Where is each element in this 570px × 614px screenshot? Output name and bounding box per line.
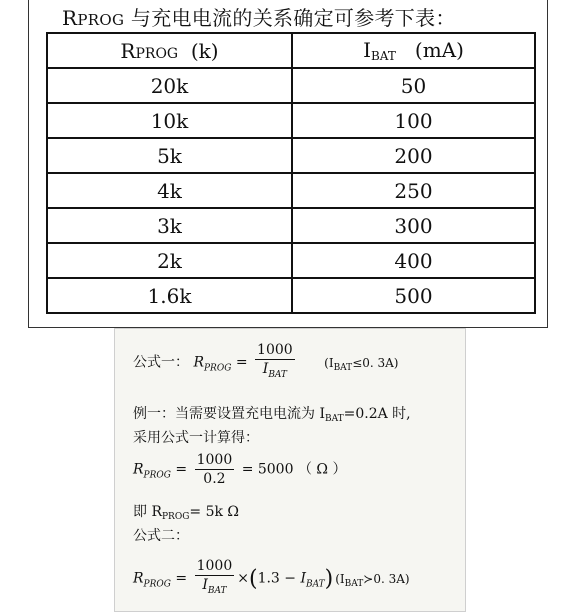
formula-two-condition	[335, 571, 410, 589]
formula-two-lhs-sub: PROG	[143, 579, 171, 590]
cell-ibat: 100	[292, 103, 535, 138]
example-line-1	[133, 403, 411, 424]
formula-one-cond-a: (I	[324, 355, 334, 370]
example-numerator: 1000	[196, 452, 233, 468]
header-ibat	[292, 33, 535, 68]
table-header-row	[47, 33, 535, 68]
formula-one-fraction	[255, 341, 295, 384]
formula-two: $R_{PROG}$ = $\frac{1000}{I_{BAT}}$ $\times(1.3 - I_{BAT})$ ($I_{BAT}≻0$. 3A)	[133, 557, 410, 600]
formula-two-den-i: I	[202, 577, 208, 593]
formula-two-inner-i: I	[300, 570, 306, 587]
cell-ibat: 50	[292, 68, 535, 103]
header-rprog-unit: (k)	[178, 38, 219, 63]
formula-one-cond-b: ≤0. 3A)	[352, 355, 399, 370]
cell-rprog: 5k	[47, 138, 292, 173]
example-conclusion	[133, 501, 239, 522]
formula-one: 公式一： $R_{PROG}$ = $\frac{1000}{I_{BAT}}$ ($I_{BAT}\le 0$. 3A)	[133, 341, 399, 384]
example-conclusion-sub: PROG	[162, 512, 190, 522]
formula-two-lhs: R	[133, 570, 144, 587]
example-lhs-sub: PROG	[143, 470, 171, 481]
table-row	[47, 278, 535, 313]
example-calculation: $R_{PROG}$ = $\frac{1000}{0.2}$ = 5000 （ Ω ）	[133, 452, 347, 487]
example-fraction	[195, 451, 235, 488]
formula-two-inner: 1.3 −	[257, 570, 301, 587]
formula-two-fraction	[195, 557, 235, 600]
formula-two-close-paren: )	[324, 566, 334, 592]
cell-rprog: 2k	[47, 243, 292, 278]
example-denominator: 0.2	[203, 471, 226, 487]
example-conclusion-b: = 5k Ω	[189, 504, 240, 520]
cell-ibat: 500	[292, 278, 535, 313]
example-line-1-sub: BAT	[324, 414, 344, 424]
example-result: = 5000 （ Ω ）	[241, 461, 347, 478]
formula-two-cond-b: ≻0. 3A)	[363, 571, 410, 586]
formula-one-lhs: R	[193, 354, 204, 371]
formula-two-inner-sub: BAT	[306, 579, 325, 590]
cell-rprog: 20k	[47, 68, 292, 103]
example-conclusion-a: 即 R	[133, 504, 162, 520]
header-rprog-r: R	[120, 38, 136, 63]
intro-r-letter: R	[62, 6, 78, 30]
table-row	[47, 243, 535, 278]
cell-ibat: 250	[292, 173, 535, 208]
table-row	[47, 138, 535, 173]
cell-ibat: 300	[292, 208, 535, 243]
table-row	[47, 68, 535, 103]
formula-one-denominator	[255, 360, 295, 384]
formula-two-cond-a: (I	[335, 571, 345, 586]
header-ibat-i: I	[363, 38, 371, 62]
header-ibat-unit: (mA)	[395, 38, 464, 62]
formula-two-cond-sub: BAT	[344, 578, 364, 589]
formula-one-den-sub: BAT	[268, 370, 287, 380]
header-rprog-prog: PROG	[135, 45, 179, 62]
cell-ibat: 200	[292, 138, 535, 173]
example-lhs: R	[133, 461, 144, 478]
formula-panel	[114, 328, 466, 612]
table-row	[47, 173, 535, 208]
header-ibat-sub: BAT	[370, 49, 396, 63]
cell-rprog: 4k	[47, 173, 292, 208]
formula-two-times: ×	[237, 570, 249, 587]
formula-one-lhs-sub: PROG	[204, 363, 232, 374]
formula-two-denominator	[195, 576, 235, 600]
table-row	[47, 103, 535, 138]
example-line-1-b: =0.2A 时,	[343, 406, 411, 422]
formula-one-condition	[324, 355, 399, 373]
cell-rprog: 3k	[47, 208, 292, 243]
cell-ibat: 400	[292, 243, 535, 278]
intro-prog-letters: PROG	[77, 11, 125, 29]
intro-sentence: 与充电电流的关系确定可参考下表：	[124, 6, 456, 30]
formula-two-den-sub: BAT	[207, 586, 227, 596]
formula-one-den-i: I	[262, 361, 269, 377]
formula-one-numerator: 1000	[257, 342, 293, 358]
formula-two-label: 公式二：	[133, 528, 189, 544]
intro-text	[62, 2, 456, 31]
cell-rprog: 10k	[47, 103, 292, 138]
rprog-ibat-table	[46, 32, 536, 314]
cell-rprog: 1.6k	[47, 278, 292, 313]
example-line-1-a: 例一：当需要设置充电电流为 I	[133, 406, 325, 422]
table-row	[47, 208, 535, 243]
formula-two-open-paren: (	[248, 566, 258, 592]
intro-rprog	[62, 6, 124, 30]
formula-one-cond-sub: BAT	[333, 362, 353, 373]
example-line-2: 采用公式一计算得：	[133, 430, 259, 446]
formula-one-label: 公式一：	[133, 354, 189, 371]
header-rprog	[47, 33, 292, 68]
formula-two-numerator: 1000	[196, 558, 233, 574]
